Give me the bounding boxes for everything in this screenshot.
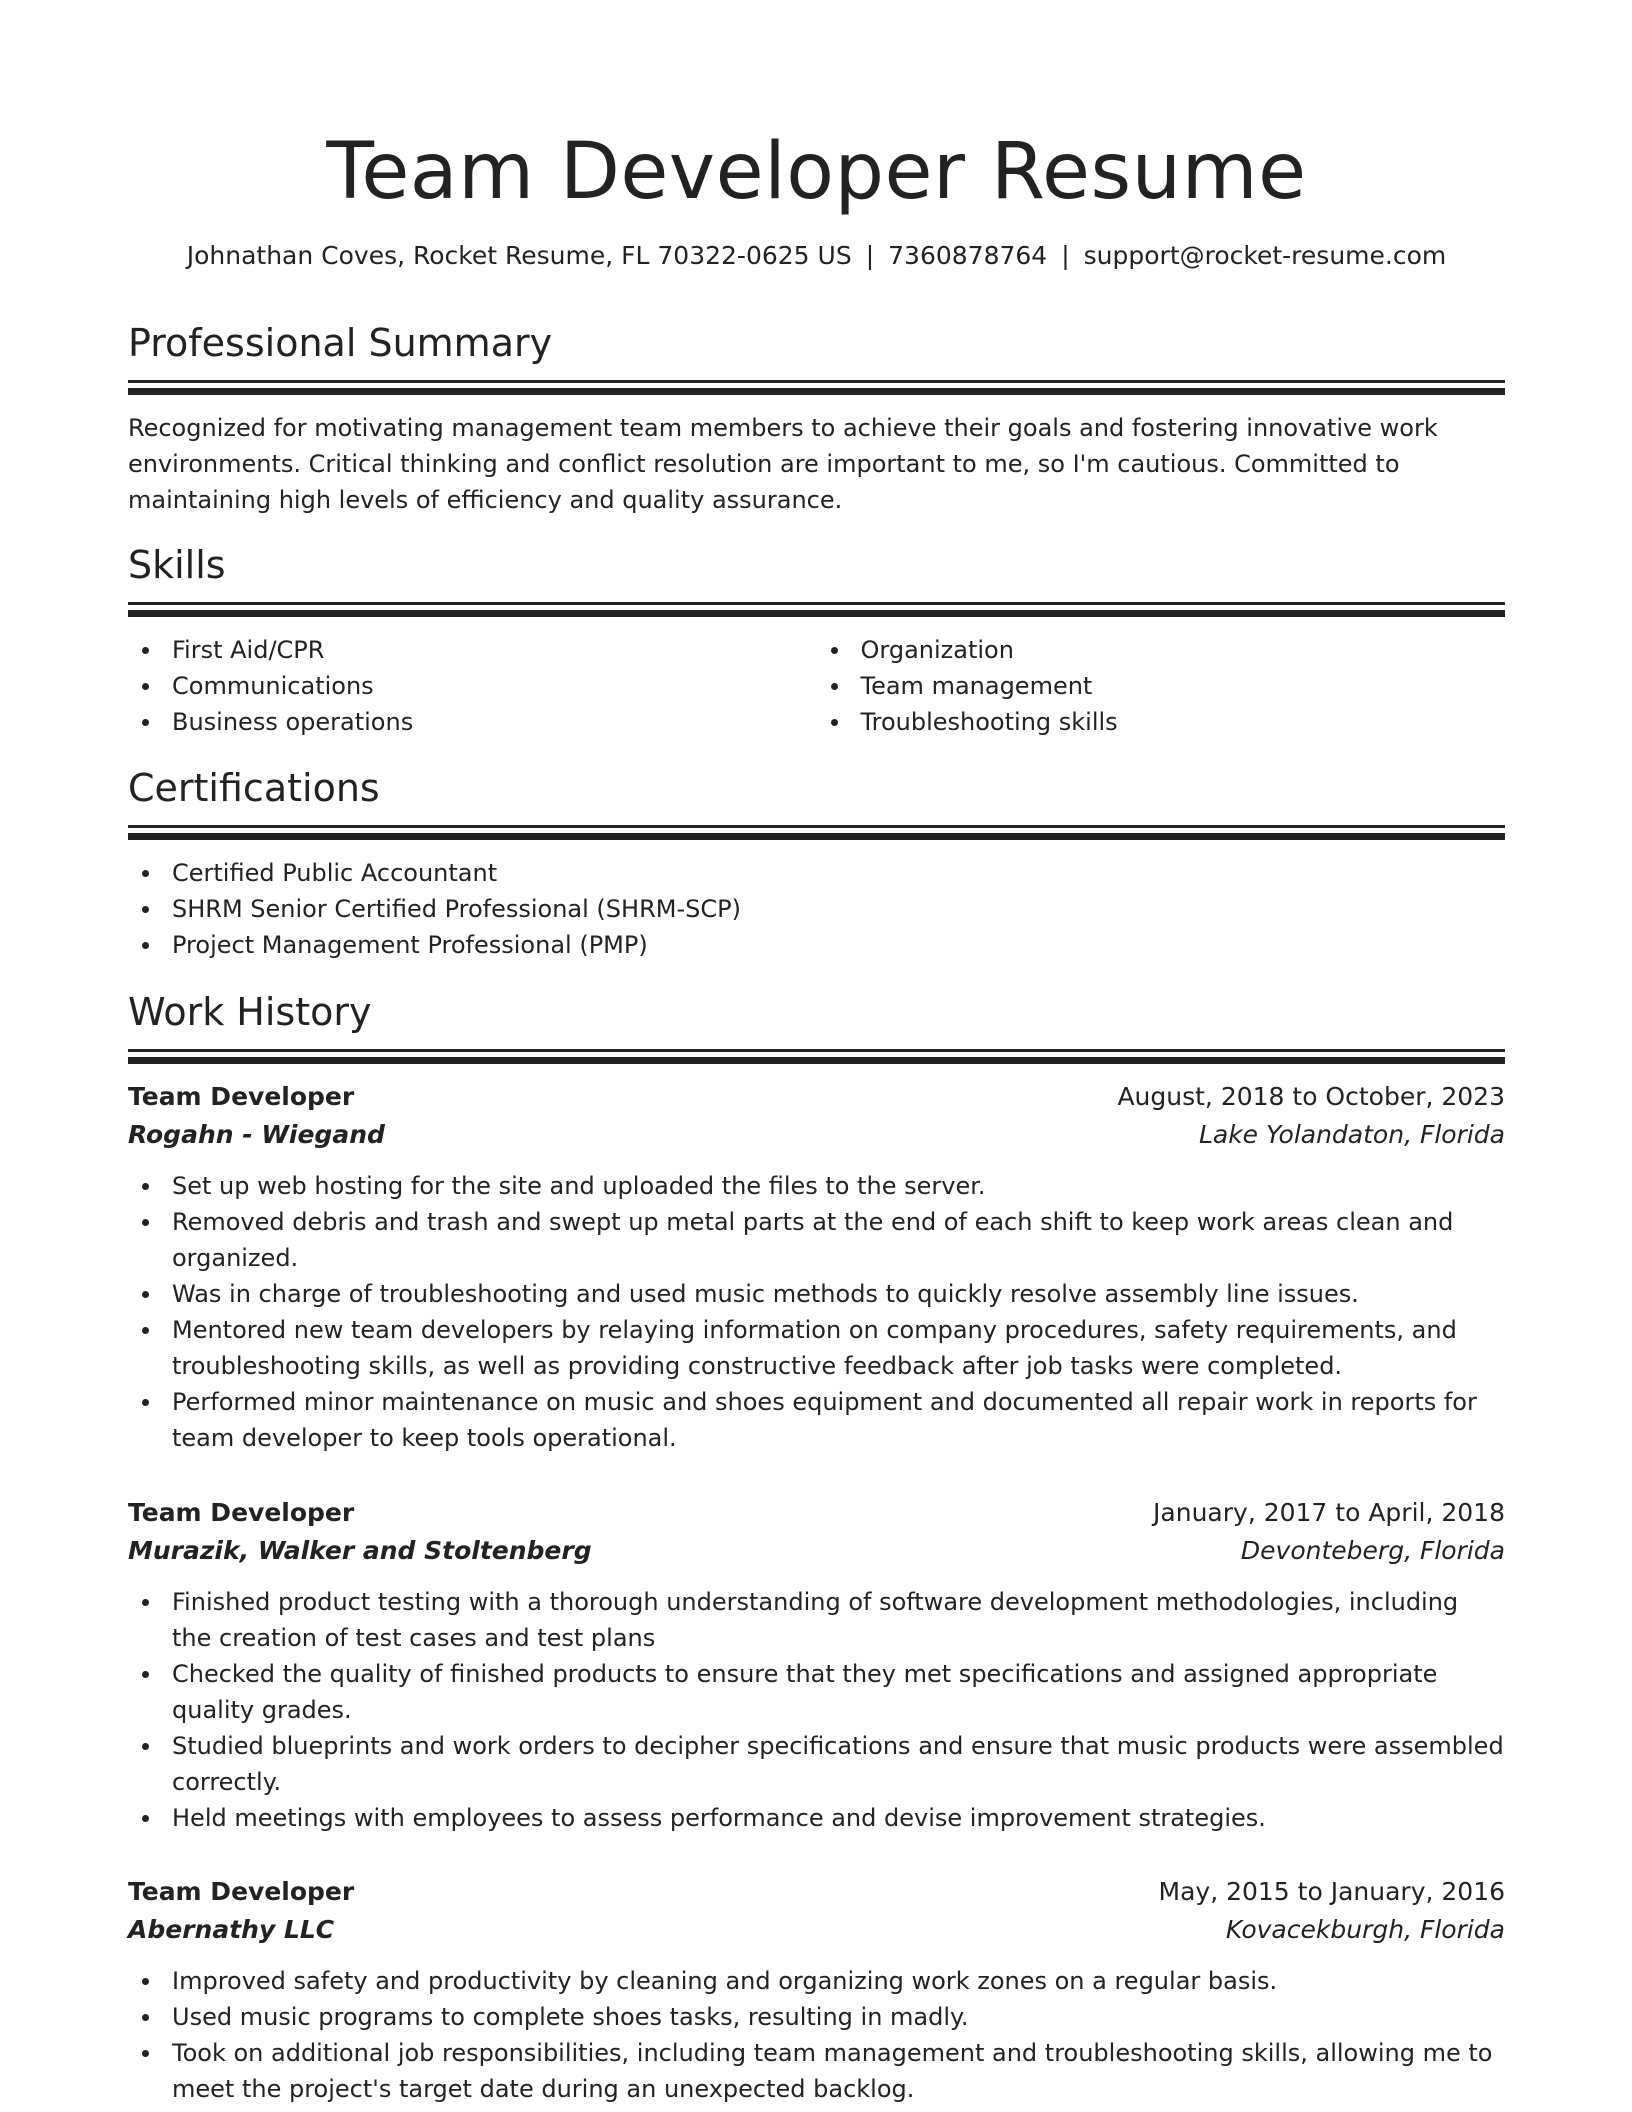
section-heading: Professional Summary	[128, 321, 553, 365]
job-location: Devonteberg, Florida	[1240, 1536, 1505, 1565]
job-dates: January, 2017 to April, 2018	[1153, 1498, 1505, 1527]
section-certifications	[128, 763, 1505, 963]
job-bullet: Checked the quality of finished products to ensure that they met specifications and assigned appropriate quality grades.	[128, 1656, 1505, 1728]
job-bullet: Performed minor maintenance on music and shoes equipment and documented all repair work in reports for team developer to keep tools operational.	[128, 1384, 1505, 1456]
section-divider-thick	[128, 1057, 1505, 1064]
job-dates: August, 2018 to October, 2023	[1117, 1082, 1505, 1111]
section-heading: Work History	[128, 990, 372, 1034]
job-company: Rogahn - Wiegand	[128, 1120, 385, 1149]
job-bullet: Was in charge of troubleshooting and used music methods to quickly resolve assembly line issues.	[128, 1276, 1505, 1312]
job-bullet: Used music programs to complete shoes tasks, resulting in madly.	[128, 1999, 1505, 2035]
section-divider	[128, 602, 1505, 605]
job-company: Murazik, Walker and Stoltenberg	[128, 1536, 592, 1565]
skill-item: Organization	[817, 632, 1506, 668]
summary-text: Recognized for motivating management team members to achieve their goals and fostering innovative work environments. Critical thinking and conflict resolution are important to me, so I'm cautious. Committed to maintaining high levels of efficiency and quality assurance.	[128, 414, 1438, 514]
skill-item: Communications	[128, 668, 817, 704]
job-location: Lake Yolandaton, Florida	[1198, 1120, 1505, 1149]
skill-item: Team management	[817, 668, 1506, 704]
job-company-row	[128, 1532, 1505, 1570]
job-location: Kovacekburgh, Florida	[1225, 1915, 1505, 1944]
job-dates: May, 2015 to January, 2016	[1158, 1877, 1505, 1906]
certification-item: Project Management Professional (PMP)	[128, 927, 1505, 963]
section-professional-summary	[128, 318, 1505, 518]
section-divider-thick	[128, 388, 1505, 395]
job-bullet: Set up web hosting for the site and uploaded the files to the server.	[128, 1168, 1505, 1204]
job-bullet: Improved safety and productivity by cleaning and organizing work zones on a regular basis.	[128, 1963, 1505, 1999]
certification-item: SHRM Senior Certified Professional (SHRM-SCP)	[128, 891, 1505, 927]
job-title: Team Developer	[128, 1498, 355, 1527]
contact-phone[interactable]: 7360878764	[888, 241, 1048, 270]
job-header-row	[128, 1873, 1505, 1911]
skill-item: Troubleshooting skills	[817, 704, 1506, 740]
section-divider	[128, 380, 1505, 383]
section-divider	[128, 1049, 1505, 1052]
job-bullet: Finished product testing with a thorough understanding of software development methodologies, including the creation of test cases and test plans	[128, 1584, 1505, 1656]
certification-item: Certified Public Accountant	[128, 855, 1505, 891]
job-entry	[128, 1494, 1505, 1836]
job-title: Team Developer	[128, 1082, 355, 1111]
section-work-history	[128, 987, 1505, 1064]
skills-column-right	[817, 632, 1506, 740]
skills-column-left	[128, 632, 817, 740]
section-divider	[128, 825, 1505, 828]
skills-columns	[128, 632, 1505, 740]
section-divider-thick	[128, 610, 1505, 617]
resume-title: Team Developer Resume	[326, 127, 1307, 217]
contact-separator: |	[1061, 241, 1070, 270]
section-heading: Skills	[128, 543, 226, 587]
skill-item: Business operations	[128, 704, 817, 740]
job-company-row	[128, 1911, 1505, 1949]
section-heading: Certifications	[128, 766, 380, 810]
contact-line	[128, 238, 1505, 274]
job-header-row	[128, 1494, 1505, 1532]
job-entry	[128, 1078, 1505, 1456]
job-bullet: Studied blueprints and work orders to decipher specifications and ensure that music products were assembled correctly.	[128, 1728, 1505, 1800]
job-bullet: Removed debris and trash and swept up metal parts at the end of each shift to keep work areas clean and organized.	[128, 1204, 1505, 1276]
contact-email[interactable]: support@rocket-resume.com	[1083, 241, 1447, 270]
job-header-row	[128, 1078, 1505, 1116]
section-skills	[128, 540, 1505, 740]
section-divider-thick	[128, 833, 1505, 840]
job-title: Team Developer	[128, 1877, 355, 1906]
skill-item: First Aid/CPR	[128, 632, 817, 668]
job-bullet: Held meetings with employees to assess performance and devise improvement strategies.	[128, 1800, 1505, 1836]
job-bullet: Took on additional job responsibilities, including team management and troubleshooting skills, allowing me to meet the project's target date during an unexpected backlog.	[128, 2035, 1505, 2107]
job-company-row	[128, 1116, 1505, 1154]
contact-separator: |	[865, 241, 875, 270]
job-company: Abernathy LLC	[128, 1915, 335, 1944]
job-bullet: Mentored new team developers by relaying information on company procedures, safety requirements, and troubleshooting skills, as well as providing constructive feedback after job tasks were completed.	[128, 1312, 1505, 1384]
contact-address: Johnathan Coves, Rocket Resume, FL 70322-0625 US	[186, 241, 852, 270]
job-entry	[128, 1873, 1505, 2107]
